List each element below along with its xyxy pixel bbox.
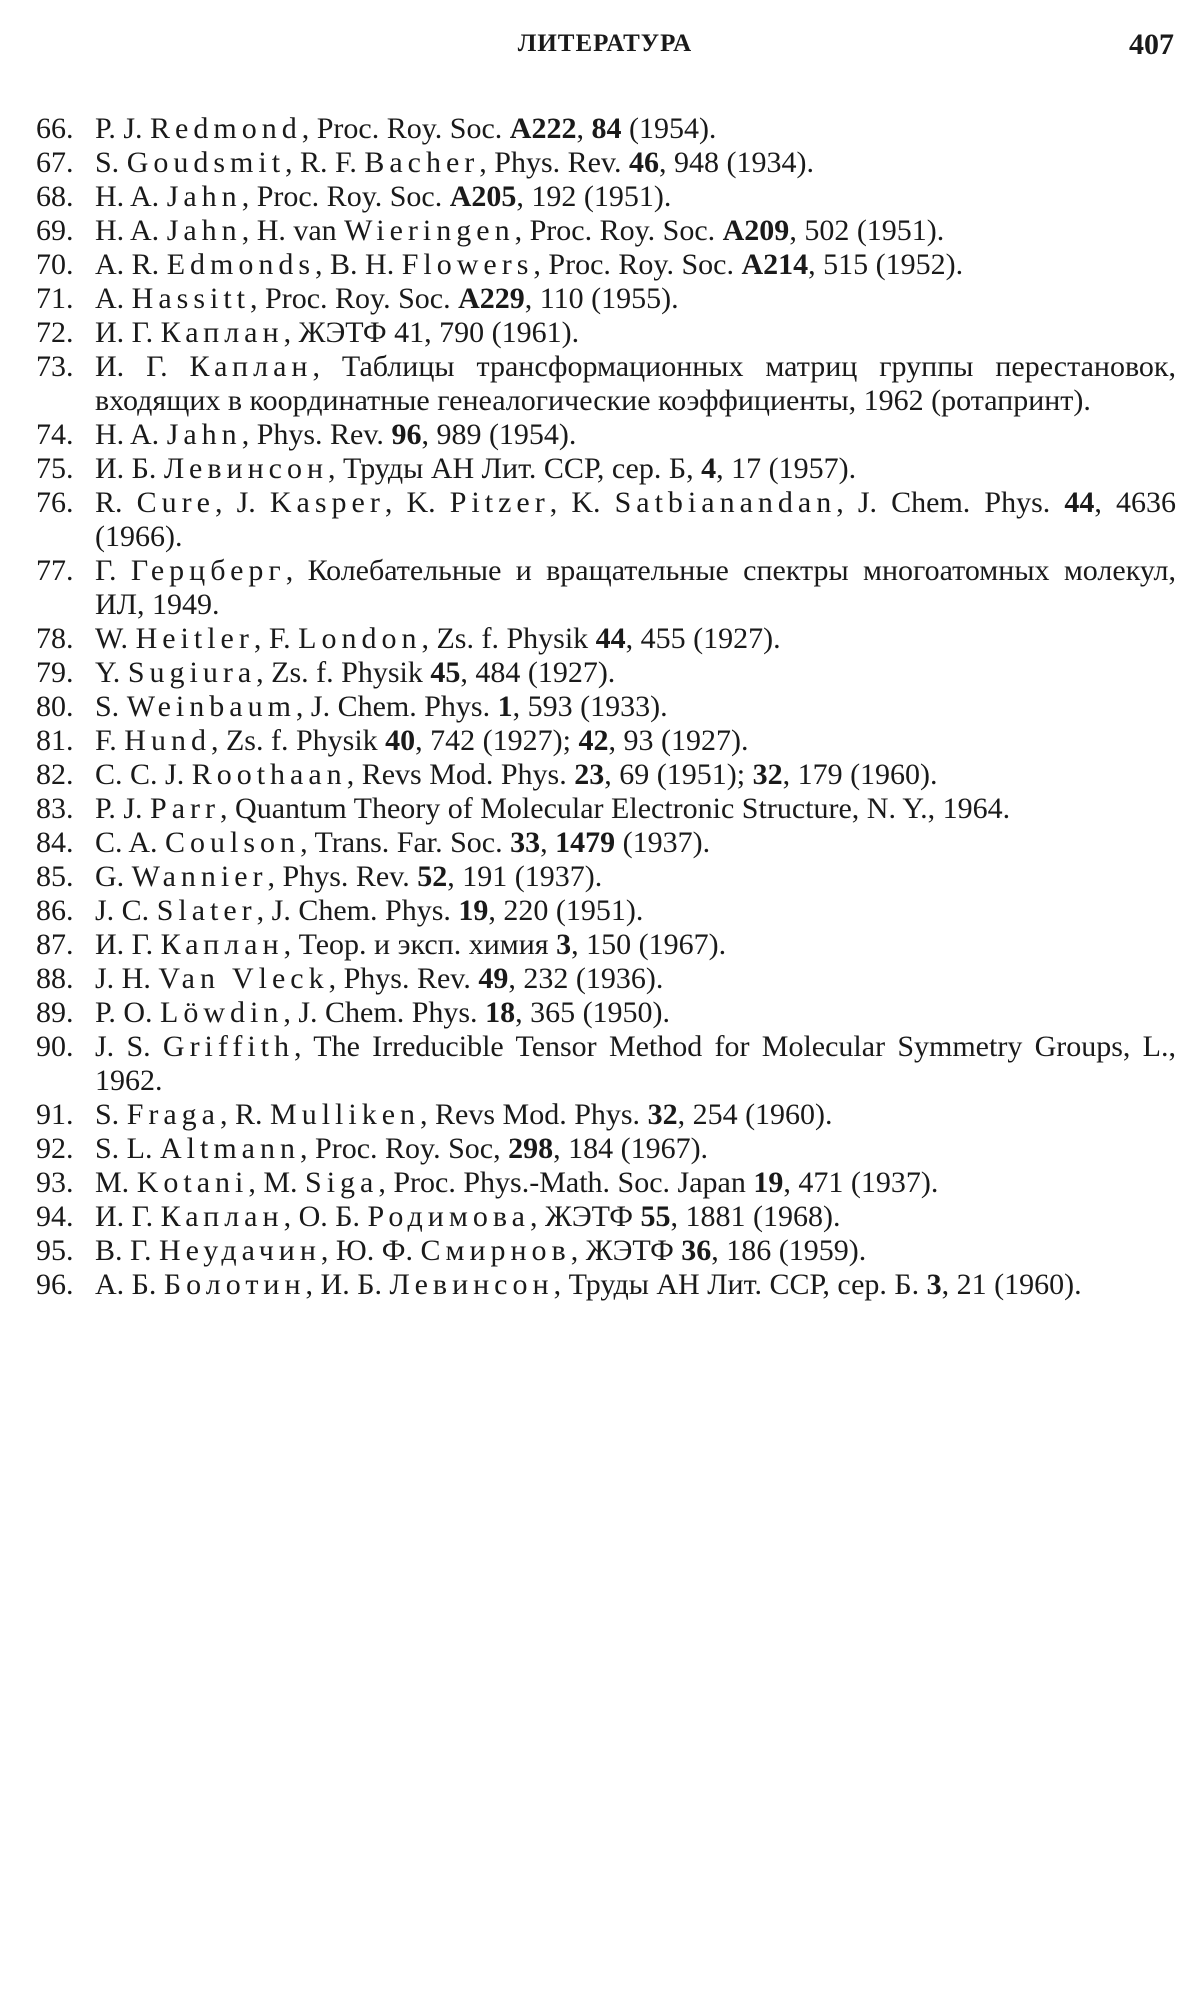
citation-text: F. <box>95 724 125 757</box>
citation-text: , Revs Mod. Phys. <box>420 1098 648 1131</box>
reference-text <box>95 894 1176 928</box>
reference-item <box>36 758 1176 792</box>
citation-text: , Quantum Theory of Molecular Electronic Structure, N. Y., 1964. <box>220 792 1011 825</box>
author-name: Pitzer <box>449 486 550 519</box>
citation-text: , 186 (1959). <box>711 1234 867 1267</box>
citation-text: , <box>576 112 592 145</box>
reference-item <box>36 690 1176 724</box>
reference-item <box>36 622 1176 656</box>
reference-text <box>95 962 1176 996</box>
citation-text: , J. Chem. Phys. <box>256 894 459 927</box>
reference-item <box>36 1200 1176 1234</box>
author-name: Cure <box>136 486 215 519</box>
citation-text: , ЖЭТФ <box>570 1234 682 1267</box>
citation-text: P. J. <box>95 112 151 145</box>
reference-item <box>36 1166 1176 1200</box>
citation-text: R. <box>95 486 137 519</box>
volume-number: 32 <box>647 1098 678 1131</box>
author-name: Каплан <box>160 316 284 349</box>
volume-number: 19 <box>458 894 489 927</box>
citation-text: И. Г. <box>95 928 161 961</box>
reference-number: 83. <box>36 792 74 825</box>
citation-text: , Revs Mod. Phys. <box>346 758 575 791</box>
author-name: Wieringen <box>344 214 515 247</box>
volume-number: 19 <box>753 1166 784 1199</box>
running-head: ЛИТЕРАТУРА <box>517 30 693 57</box>
citation-text: J. H. <box>95 962 159 995</box>
reference-text <box>95 1166 1176 1200</box>
reference-text <box>95 554 1176 622</box>
author-name: London <box>298 622 422 655</box>
citation-text: , <box>540 826 556 859</box>
author-name: Герцберг <box>130 554 286 587</box>
reference-text <box>95 1200 1176 1234</box>
citation-text: , Proc. Roy. Soc. <box>514 214 723 247</box>
reference-item <box>36 1098 1176 1132</box>
reference-number: 93. <box>36 1166 74 1199</box>
reference-number: 70. <box>36 248 74 281</box>
citation-text: , Труды АН Лит. ССР, сер. Б, <box>328 452 702 485</box>
volume-number: A222 <box>509 112 577 145</box>
citation-text: , 1881 (1968). <box>670 1200 841 1233</box>
citation-text: C. A. <box>95 826 166 859</box>
reference-text <box>95 486 1176 554</box>
author-name: Fraga <box>126 1098 220 1131</box>
citation-text: , Колебательные и вращательные спектры многоатомных молекул, ИЛ, 1949. <box>95 554 1176 621</box>
reference-text <box>95 1030 1176 1098</box>
author-name: Altmann <box>160 1132 301 1165</box>
reference-number: 74. <box>36 418 74 451</box>
citation-text: , 220 (1951). <box>488 894 644 927</box>
reference-item <box>36 656 1176 690</box>
citation-text: , 502 (1951). <box>789 214 945 247</box>
citation-text: , 254 (1960). <box>677 1098 833 1131</box>
citation-text: , 69 (1951); <box>604 758 753 791</box>
reference-text <box>95 452 1176 486</box>
citation-text: (1954). <box>621 112 717 145</box>
reference-item <box>36 486 1176 554</box>
volume-number: 23 <box>574 758 605 791</box>
author-name: Bacher <box>364 146 480 179</box>
citation-text: P. J. <box>95 792 151 825</box>
citation-text: A. R. <box>95 248 167 281</box>
reference-item <box>36 452 1176 486</box>
reference-item <box>36 962 1176 996</box>
reference-item <box>36 1268 1176 1302</box>
reference-text <box>95 1098 1176 1132</box>
reference-number: 78. <box>36 622 74 655</box>
author-name: Jahn <box>166 418 242 451</box>
author-name: Каплан <box>189 350 313 383</box>
citation-text: , Phys. Rev. <box>328 962 479 995</box>
volume-number: 18 <box>485 996 516 1029</box>
citation-text: , Zs. f. Physik <box>421 622 596 655</box>
citation-text: , B. H. <box>315 248 402 281</box>
volume-number: 44 <box>1064 486 1095 519</box>
volume-number: 3 <box>556 928 572 961</box>
citation-text: , R. F. <box>285 146 365 179</box>
citation-text: , J. <box>214 486 270 519</box>
volume-number: 44 <box>595 622 626 655</box>
author-name: Goudsmit <box>126 146 286 179</box>
reference-number: 86. <box>36 894 74 927</box>
citation-text: , 4636 (1966). <box>95 486 1176 553</box>
reference-item <box>36 928 1176 962</box>
reference-text <box>95 1268 1176 1302</box>
reference-item <box>36 112 1176 146</box>
volume-number: 3 <box>926 1268 942 1301</box>
citation-text: , 21 (1960). <box>941 1268 1082 1301</box>
reference-number: 87. <box>36 928 74 961</box>
author-name: Левинсон <box>389 1268 554 1301</box>
reference-text <box>95 282 1176 316</box>
citation-text: , 515 (1952). <box>808 248 964 281</box>
citation-text: , 110 (1955). <box>524 282 679 315</box>
reference-text <box>95 860 1176 894</box>
author-name: Jahn <box>166 214 242 247</box>
citation-text: , Phys. Rev. <box>241 418 392 451</box>
volume-number: 52 <box>417 860 448 893</box>
author-name: Болотин <box>163 1268 306 1301</box>
reference-item <box>36 316 1176 350</box>
reference-number: 76. <box>36 486 74 519</box>
reference-number: 89. <box>36 996 74 1029</box>
citation-text: , Proc. Roy. Soc. <box>250 282 459 315</box>
volume-number: 84 <box>591 112 622 145</box>
citation-text: , 179 (1960). <box>782 758 938 791</box>
author-name: Heitler <box>135 622 254 655</box>
reference-text <box>95 1234 1176 1268</box>
volume-number: 55 <box>640 1200 671 1233</box>
citation-text: , 191 (1937). <box>447 860 603 893</box>
reference-number: 95. <box>36 1234 74 1267</box>
reference-text <box>95 996 1176 1030</box>
reference-item <box>36 792 1176 826</box>
citation-text: J. C. <box>95 894 157 927</box>
volume-number: 4 <box>701 452 717 485</box>
citation-text: И. Г. <box>95 1200 161 1233</box>
citation-text: , R. <box>220 1098 271 1131</box>
author-name: Неудачин <box>158 1234 321 1267</box>
citation-text: , 232 (1936). <box>508 962 664 995</box>
reference-number: 80. <box>36 690 74 723</box>
reference-text <box>95 928 1176 962</box>
volume-number: 49 <box>478 962 509 995</box>
page-header <box>36 30 1174 70</box>
citation-text: , Proc. Roy. Soc. <box>241 180 450 213</box>
reference-text <box>95 112 1176 146</box>
citation-text: , О. Б. <box>283 1200 368 1233</box>
reference-list <box>36 112 1176 1302</box>
citation-text: , Zs. f. Physik <box>256 656 431 689</box>
page-number: 407 <box>1129 28 1174 61</box>
citation-text: И. Г. <box>95 350 190 383</box>
citation-text: , K. <box>549 486 615 519</box>
author-name: Jahn <box>166 180 242 213</box>
volume-number: 32 <box>752 758 783 791</box>
citation-text: , J. Chem. Phys. <box>295 690 498 723</box>
citation-text: W. <box>95 622 136 655</box>
citation-text: S. L. <box>95 1132 161 1165</box>
author-name: Van Vleck <box>158 962 329 995</box>
reference-number: 96. <box>36 1268 74 1301</box>
citation-text: , K. <box>384 486 450 519</box>
volume-number: 46 <box>629 146 660 179</box>
citation-text: И. Б. <box>95 452 164 485</box>
reference-number: 66. <box>36 112 74 145</box>
reference-number: 69. <box>36 214 74 247</box>
author-name: Parr <box>150 792 221 825</box>
reference-text <box>95 180 1176 214</box>
reference-number: 82. <box>36 758 74 791</box>
author-name: Siga <box>305 1166 379 1199</box>
citation-text: , Trans. Far. Soc. <box>300 826 511 859</box>
citation-text: , 93 (1927). <box>608 724 749 757</box>
volume-number: 1 <box>497 690 513 723</box>
reference-item <box>36 1132 1176 1166</box>
reference-item <box>36 350 1176 418</box>
reference-text <box>95 724 1176 758</box>
reference-number: 75. <box>36 452 74 485</box>
reference-item <box>36 1234 1176 1268</box>
citation-text: , 455 (1927). <box>625 622 781 655</box>
citation-text: , J. Chem. Phys. <box>283 996 486 1029</box>
author-name: Mulliken <box>270 1098 421 1131</box>
reference-number: 94. <box>36 1200 74 1233</box>
citation-text: P. O. <box>95 996 161 1029</box>
reference-item <box>36 248 1176 282</box>
author-name: Kasper <box>269 486 385 519</box>
citation-text: , Proc. Roy. Soc. <box>301 112 510 145</box>
citation-text: , M. <box>248 1166 306 1199</box>
reference-text <box>95 758 1176 792</box>
reference-number: 85. <box>36 860 74 893</box>
reference-text <box>95 316 1176 350</box>
citation-text: G. <box>95 860 132 893</box>
citation-text: , Таблицы трансформационных матриц группы перестановок, входящих в координатные генеалогические коэффициенты, 1962 (ротапринт). <box>95 350 1177 417</box>
citation-text: Г. <box>95 554 131 587</box>
citation-text: А. Б. <box>95 1268 164 1301</box>
author-name: Roothaan <box>191 758 347 791</box>
volume-number: 40 <box>385 724 416 757</box>
reference-number: 77. <box>36 554 74 587</box>
author-name: Hassitt <box>131 282 251 315</box>
citation-text: C. C. J. <box>95 758 192 791</box>
author-name: Смирнов <box>420 1234 571 1267</box>
citation-text: H. A. <box>95 180 167 213</box>
reference-text <box>95 690 1176 724</box>
citation-text: S. <box>95 1098 127 1131</box>
author-name: Satbianandan <box>614 486 837 519</box>
author-name: Edmonds <box>166 248 316 281</box>
author-name: Redmond <box>150 112 302 145</box>
reference-item <box>36 894 1176 928</box>
citation-text: , ЖЭТФ 41, 790 (1961). <box>283 316 580 349</box>
reference-text <box>95 656 1176 690</box>
citation-text: S. <box>95 690 127 723</box>
citation-text: В. Г. <box>95 1234 159 1267</box>
reference-number: 68. <box>36 180 74 213</box>
reference-number: 72. <box>36 316 74 349</box>
volume-number: A209 <box>722 214 790 247</box>
citation-text: , 989 (1954). <box>421 418 577 451</box>
reference-number: 90. <box>36 1030 74 1063</box>
citation-text: , Zs. f. Physik <box>210 724 386 757</box>
citation-text: , Труды АН Лит. ССР, сер. Б. <box>553 1268 927 1301</box>
reference-item <box>36 860 1176 894</box>
reference-number: 67. <box>36 146 74 179</box>
volume-number: 33 <box>510 826 541 859</box>
volume-number: 96 <box>391 418 422 451</box>
citation-text: A. <box>95 282 132 315</box>
citation-text: , 948 (1934). <box>659 146 815 179</box>
citation-text: , 593 (1933). <box>512 690 668 723</box>
reference-text <box>95 214 1176 248</box>
volume-number: A229 <box>458 282 525 315</box>
author-name: Flowers <box>401 248 534 281</box>
reference-text <box>95 248 1176 282</box>
reference-text <box>95 622 1176 656</box>
author-name: Каплан <box>160 1200 284 1233</box>
reference-item <box>36 724 1176 758</box>
volume-number: 1479 <box>555 826 616 859</box>
reference-number: 71. <box>36 282 74 315</box>
volume-number: 42 <box>578 724 609 757</box>
citation-text: , The Irreducible Tensor Method for Molecular Symmetry Groups, L., 1962. <box>95 1030 1177 1097</box>
author-name: Kotani <box>136 1166 249 1199</box>
reference-number: 84. <box>36 826 74 859</box>
reference-item <box>36 418 1176 452</box>
citation-text: , Proc. Roy. Soc, <box>300 1132 509 1165</box>
citation-text: , ЖЭТФ <box>529 1200 641 1233</box>
reference-number: 81. <box>36 724 74 757</box>
reference-text <box>95 826 1176 860</box>
citation-text: H. A. <box>95 418 167 451</box>
reference-number: 79. <box>36 656 74 689</box>
citation-text: H. A. <box>95 214 167 247</box>
author-name: Slater <box>156 894 257 927</box>
citation-text: , Proc. Roy. Soc. <box>533 248 742 281</box>
reference-text <box>95 146 1176 180</box>
citation-text: И. Г. <box>95 316 161 349</box>
citation-text: , Ю. Ф. <box>320 1234 421 1267</box>
reference-text <box>95 350 1176 418</box>
author-name: Sugiura <box>127 656 257 689</box>
reference-text <box>95 792 1176 826</box>
reference-item <box>36 180 1176 214</box>
volume-number: 36 <box>681 1234 712 1267</box>
citation-text: , 742 (1927); <box>415 724 579 757</box>
volume-number: 45 <box>430 656 461 689</box>
reference-item <box>36 146 1176 180</box>
citation-text: , 471 (1937). <box>783 1166 939 1199</box>
citation-text: , F. <box>253 622 299 655</box>
volume-number: 298 <box>508 1132 554 1165</box>
reference-text <box>95 1132 1176 1166</box>
author-name: Hund <box>124 724 211 757</box>
citation-text: , 484 (1927). <box>460 656 616 689</box>
reference-text <box>95 418 1176 452</box>
reference-number: 88. <box>36 962 74 995</box>
citation-text: , Теор. и эксп. химия <box>283 928 557 961</box>
citation-text: , Phys. Rev. <box>479 146 630 179</box>
author-name: Родимова <box>367 1200 530 1233</box>
author-name: Weinbaum <box>126 690 296 723</box>
author-name: Левинсон <box>163 452 329 485</box>
reference-number: 91. <box>36 1098 74 1131</box>
reference-item <box>36 1030 1176 1098</box>
citation-text: , 150 (1967). <box>571 928 727 961</box>
citation-text: , H. van <box>241 214 345 247</box>
volume-number: A214 <box>741 248 809 281</box>
author-name: Каплан <box>160 928 284 961</box>
citation-text: , 365 (1950). <box>515 996 671 1029</box>
reference-item <box>36 214 1176 248</box>
reference-number: 73. <box>36 350 74 383</box>
citation-text: (1937). <box>615 826 711 859</box>
citation-text: J. S. <box>95 1030 163 1063</box>
reference-item <box>36 996 1176 1030</box>
citation-text: , И. Б. <box>305 1268 390 1301</box>
reference-item <box>36 282 1176 316</box>
volume-number: A205 <box>449 180 517 213</box>
reference-item <box>36 826 1176 860</box>
reference-item <box>36 554 1176 622</box>
citation-text: , 17 (1957). <box>716 452 857 485</box>
citation-text: , J. Chem. Phys. <box>836 486 1065 519</box>
author-name: Löwdin <box>160 996 284 1029</box>
reference-number: 92. <box>36 1132 74 1165</box>
citation-text: , 192 (1951). <box>516 180 672 213</box>
citation-text: M. <box>95 1166 137 1199</box>
citation-text: , 184 (1967). <box>553 1132 709 1165</box>
author-name: Wannier <box>131 860 268 893</box>
citation-text: Y. <box>95 656 128 689</box>
citation-text: S. <box>95 146 127 179</box>
author-name: Coulson <box>165 826 301 859</box>
citation-text: , Phys. Rev. <box>267 860 418 893</box>
author-name: Griffith <box>162 1030 295 1063</box>
citation-text: , Proc. Phys.-Math. Soc. Japan <box>378 1166 754 1199</box>
